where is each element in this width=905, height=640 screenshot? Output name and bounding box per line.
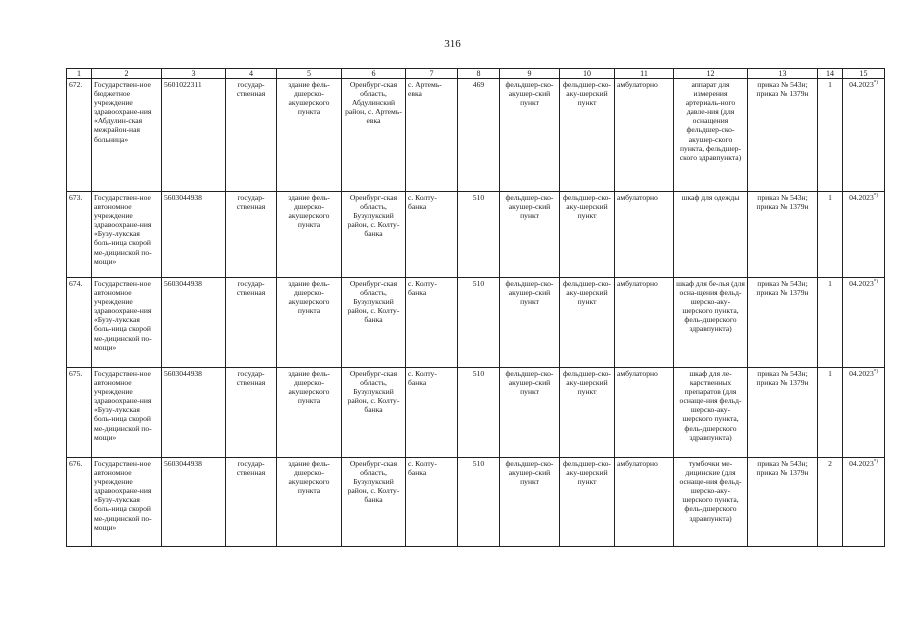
table-row [67,79,885,192]
organization-name: Государствен-ное автономное учреждение здравоохране-ния «Бузу-лукская боль-ница скорой ме-дицинской по-мощи» [92,278,162,368]
date-footnote: *) [873,80,878,86]
ownership-form: государ-ственная [226,368,277,458]
date-value: 04.2023 [849,279,874,288]
equipment: шкаф для бе-лья (для осна-щения фельд-шерско-аку-шерского пункта, фель-дшерского здравпункта) [674,278,748,368]
settlement: с. Артемь-евка [406,79,458,192]
quantity: 1 [818,278,843,368]
quantity: 1 [818,192,843,278]
column-header: 4 [226,69,277,79]
equipment: аппарат для измерения артериаль-ного давле-ния (для оснащения фельдшер-ско-акушер-ского пункта, фельдшер-ского здравпункта) [674,79,748,192]
equipment: шкаф для одежды [674,192,748,278]
table-row [67,368,885,458]
equipment: шкаф для ле-карственных препаратов (для оснаще-ния фельд-шерско-аку-шерского пункта, фель-дшерского здравпункта) [674,368,748,458]
column-header: 6 [342,69,406,79]
order-reference: приказ № 543н; приказ № 1379н [748,278,818,368]
unit-type: фельдшер-ско-акушер-ский пункт [500,368,560,458]
care-conditions: амбулаторно [615,192,674,278]
date-footnote: *) [873,193,878,199]
population: 510 [458,278,500,368]
column-header: 12 [674,69,748,79]
column-header: 8 [458,69,500,79]
ownership-form: государ-ственная [226,79,277,192]
quantity: 1 [818,79,843,192]
inn: 5603044938 [162,458,226,547]
date-value: 04.2023 [849,459,874,468]
building: здание фель-дшерско-акушерского пункта [277,458,342,547]
column-header: 7 [406,69,458,79]
date-footnote: *) [873,459,878,465]
settlement: с. Колту-банка [406,278,458,368]
column-number-row [67,69,885,79]
order-reference: приказ № 543н; приказ № 1379н [748,458,818,547]
building: здание фель-дшерско-акушерского пункта [277,192,342,278]
equipment: тумбочки ме-дицинские (для оснаще-ния фельд-шерско-аку-шерского пункта, фель-дшерского здравпункта) [674,458,748,547]
ownership-form: государ-ственная [226,278,277,368]
date-value: 04.2023 [849,369,874,378]
organization-name: Государствен-ное бюджетное учреждение здравоохране-ния «Абдулин-ская межрайон-ная больница» [92,79,162,192]
registry-table [66,68,885,547]
population: 510 [458,458,500,547]
ownership-form: государ-ственная [226,192,277,278]
address: Оренбург-ская область, Бузулукский район, с. Колту-банка [342,278,406,368]
unit-type: фельдшер-ско-акушер-ский пункт [500,79,560,192]
population: 510 [458,192,500,278]
inn: 5603044938 [162,368,226,458]
quantity: 1 [818,368,843,458]
column-header: 11 [615,69,674,79]
unit-type: фельдшер-ско-акушер-ский пункт [500,278,560,368]
row-number: 676. [67,458,92,547]
building: здание фель-дшерско-акушерского пункта [277,79,342,192]
unit-type: фельдшер-ско-акушер-ский пункт [500,458,560,547]
table-row [67,278,885,368]
order-reference: приказ № 543н; приказ № 1379н [748,79,818,192]
population: 469 [458,79,500,192]
date-value: 04.2023 [849,193,874,202]
table-row [67,192,885,278]
due-date [843,368,885,458]
ownership-form: государ-ственная [226,458,277,547]
due-date [843,458,885,547]
column-header: 1 [67,69,92,79]
care-conditions: амбулаторно [615,368,674,458]
due-date [843,278,885,368]
row-number: 672. [67,79,92,192]
address: Оренбург-ская область, Абдулинский район, с. Артемь-евка [342,79,406,192]
due-date [843,192,885,278]
unit-name: фельдшер-ско-аку-шерский пункт [560,192,615,278]
row-number: 674. [67,278,92,368]
building: здание фель-дшерско-акушерского пункта [277,368,342,458]
unit-name: фельдшер-ско-аку-шерский пункт [560,368,615,458]
column-header: 2 [92,69,162,79]
building: здание фель-дшерско-акушерского пункта [277,278,342,368]
unit-name: фельдшер-ско-аку-шерский пункт [560,79,615,192]
inn: 5603044938 [162,192,226,278]
date-footnote: *) [873,369,878,375]
care-conditions: амбулаторно [615,79,674,192]
settlement: с. Колту-банка [406,368,458,458]
order-reference: приказ № 543н; приказ № 1379н [748,368,818,458]
unit-name: фельдшер-ско-аку-шерский пункт [560,458,615,547]
care-conditions: амбулаторно [615,458,674,547]
unit-name: фельдшер-ско-аку-шерский пункт [560,278,615,368]
quantity: 2 [818,458,843,547]
column-header: 9 [500,69,560,79]
column-header: 14 [818,69,843,79]
column-header: 10 [560,69,615,79]
column-header: 13 [748,69,818,79]
address: Оренбург-ская область, Бузулукский район, с. Колту-банка [342,192,406,278]
settlement: с. Колту-банка [406,192,458,278]
table-row [67,458,885,547]
date-footnote: *) [873,279,878,285]
row-number: 673. [67,192,92,278]
row-number: 675. [67,368,92,458]
column-header: 3 [162,69,226,79]
due-date [843,79,885,192]
column-header: 5 [277,69,342,79]
order-reference: приказ № 543н; приказ № 1379н [748,192,818,278]
address: Оренбург-ская область, Бузулукский район, с. Колту-банка [342,458,406,547]
page-number: 316 [444,38,461,50]
organization-name: Государствен-ное автономное учреждение здравоохране-ния «Бузу-лукская боль-ница скорой ме-дицинской по-мощи» [92,192,162,278]
care-conditions: амбулаторно [615,278,674,368]
population: 510 [458,368,500,458]
settlement: с. Колту-банка [406,458,458,547]
organization-name: Государствен-ное автономное учреждение здравоохране-ния «Бузу-лукская боль-ница скорой ме-дицинской по-мощи» [92,368,162,458]
inn: 5601022311 [162,79,226,192]
column-header: 15 [843,69,885,79]
inn: 5603044938 [162,278,226,368]
address: Оренбург-ская область, Бузулукский район, с. Колту-банка [342,368,406,458]
organization-name: Государствен-ное автономное учреждение здравоохране-ния «Бузу-лукская боль-ница скорой ме-дицинской по-мощи» [92,458,162,547]
unit-type: фельдшер-ско-акушер-ский пункт [500,192,560,278]
date-value: 04.2023 [849,80,874,89]
